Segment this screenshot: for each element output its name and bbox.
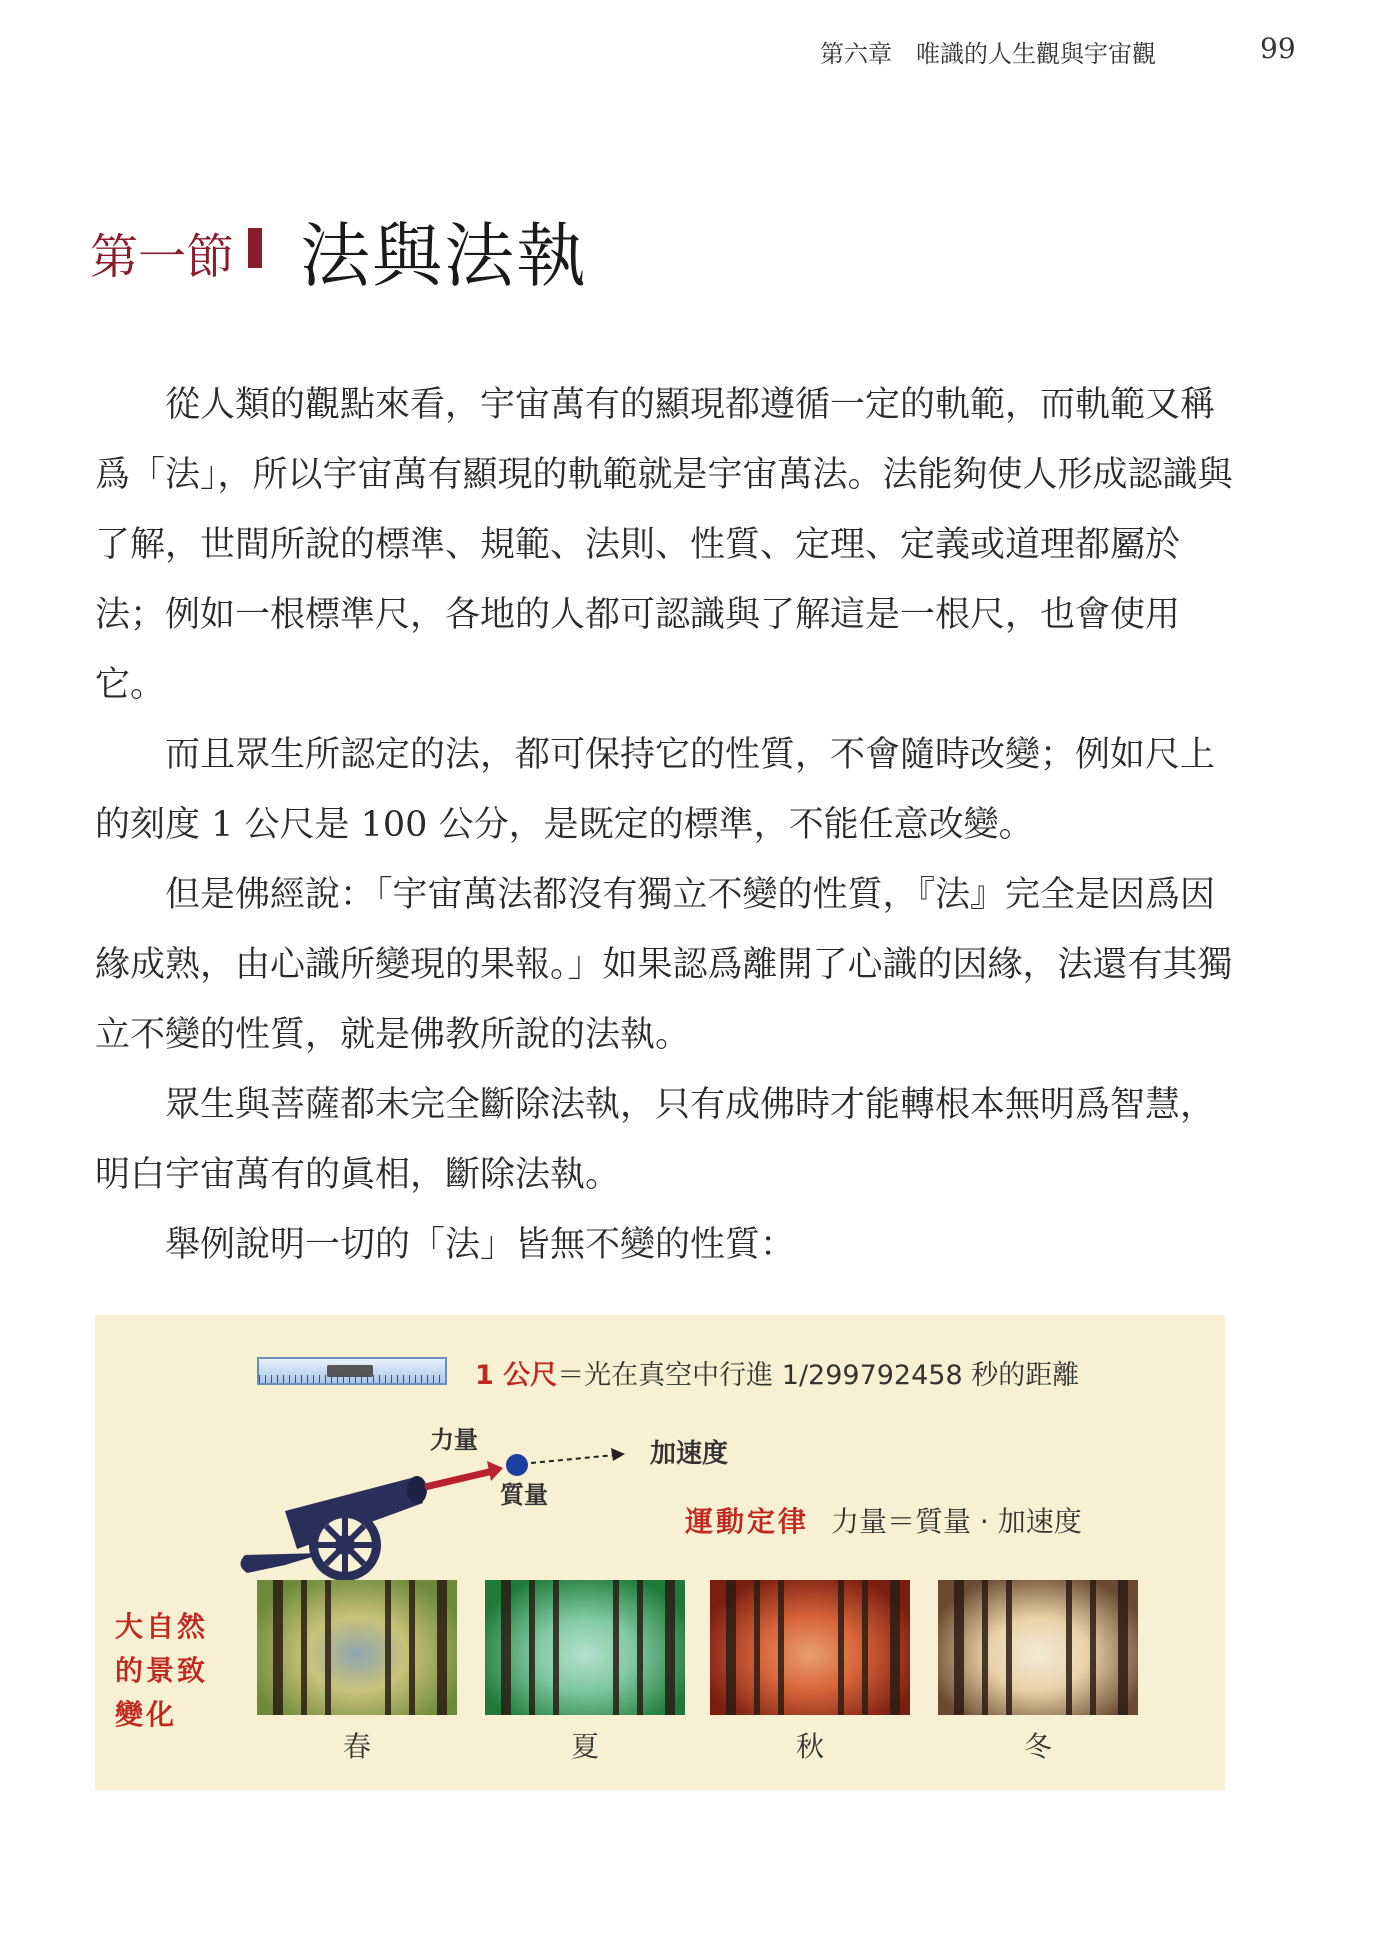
tree-trunk (890, 1580, 900, 1715)
paragraph: 而且眾生所認定的法，都可保持它的性質，不會隨時改變；例如尺上的刻度 1 公尺是 100 公分，是既定的標準，不能任意改變。 (95, 735, 1216, 845)
season-image-winter (938, 1580, 1138, 1715)
meter-definition-text: ＝光在真空中行進 1/299792458 秒的距離 (557, 1360, 1080, 1391)
tree-trunk (778, 1580, 784, 1715)
season-label-winter: 冬 (1023, 1730, 1052, 1763)
season-label-summer: 夏 (570, 1730, 599, 1763)
tree-trunk (613, 1580, 619, 1715)
force-arrow (425, 1461, 503, 1487)
tree-trunk (1006, 1580, 1012, 1715)
tree-trunk (754, 1580, 760, 1715)
season-image-spring (257, 1580, 457, 1715)
mass-ball (506, 1454, 528, 1476)
motion-law (685, 1500, 1082, 1540)
body-text (95, 370, 1235, 1280)
season-image-summer (485, 1580, 685, 1715)
tree-trunk (385, 1580, 391, 1715)
law-formula: 力量＝質量 · 加速度 (831, 1505, 1082, 1538)
tree-trunk (529, 1580, 535, 1715)
acceleration-arrow (531, 1448, 625, 1463)
tree-trunk (501, 1580, 511, 1715)
tree-trunk (301, 1580, 307, 1715)
tree-trunk (437, 1580, 447, 1715)
tree-trunk (273, 1580, 283, 1715)
tree-trunk (1118, 1580, 1128, 1715)
running-header (820, 30, 1320, 70)
cannon-icon (240, 1476, 427, 1581)
paragraph: 眾生與菩薩都未完全斷除法執，只有成佛時才能轉根本無明爲智慧，明白宇宙萬有的眞相，斷除法執。 (95, 1085, 1216, 1195)
tree-trunk (637, 1580, 643, 1715)
tree-trunk (325, 1580, 331, 1715)
meter-term: 1 公尺 (475, 1360, 558, 1391)
law-name: 運動定律 (685, 1505, 810, 1538)
page-number: 99 (1260, 32, 1296, 65)
paragraph: 舉例說明一切的「法」皆無不變的性質： (165, 1225, 796, 1265)
nature-caption: 大自然的景致變化 (115, 1610, 209, 1731)
chapter-title: 第六章 唯識的人生觀與宇宙觀 (820, 40, 1156, 68)
acceleration-label: 加速度 (650, 1439, 729, 1469)
section-number: 第一節 (90, 229, 235, 285)
tree-trunk (1066, 1580, 1072, 1715)
section-title: 法與法執 (300, 215, 588, 297)
tree-trunk (726, 1580, 736, 1715)
paragraph: 但是佛經說：「宇宙萬法都沒有獨立不變的性質，『法』完全是因爲因緣成熟，由心識所變現的果報。」如果認爲離開了心識的因緣，法還有其獨立不變的性質，就是佛教所說的法執。 (95, 875, 1233, 1055)
illustration-figure (95, 1315, 1225, 1790)
force-label: 力量 (430, 1426, 478, 1454)
meter-definition (475, 1353, 1079, 1392)
ruler-ticks (259, 1375, 445, 1383)
season-label-spring: 春 (342, 1730, 371, 1763)
tree-trunk (982, 1580, 988, 1715)
season-label-autumn: 秋 (795, 1730, 824, 1763)
season-image-autumn (710, 1580, 910, 1715)
ruler-icon (257, 1357, 447, 1385)
tree-trunk (553, 1580, 559, 1715)
paragraph: 從人類的觀點來看，宇宙萬有的顯現都遵循一定的軌範，而軌範又稱爲「法」，所以宇宙萬有顯現的軌範就是宇宙萬法。法能夠使人形成認識與了解，世間所說的標準、規範、法則、性質、定理、定義或道理都屬於法；例如一根標準尺，各地的人都可認識與了解這是一根尺，也會使用它。 (95, 385, 1233, 705)
tree-trunk (409, 1580, 415, 1715)
tree-trunk (838, 1580, 844, 1715)
section-divider-bar (248, 228, 262, 268)
mass-label: 質量 (500, 1481, 548, 1509)
tree-trunk (954, 1580, 964, 1715)
tree-trunk (665, 1580, 675, 1715)
tree-trunk (1090, 1580, 1096, 1715)
tree-trunk (862, 1580, 868, 1715)
